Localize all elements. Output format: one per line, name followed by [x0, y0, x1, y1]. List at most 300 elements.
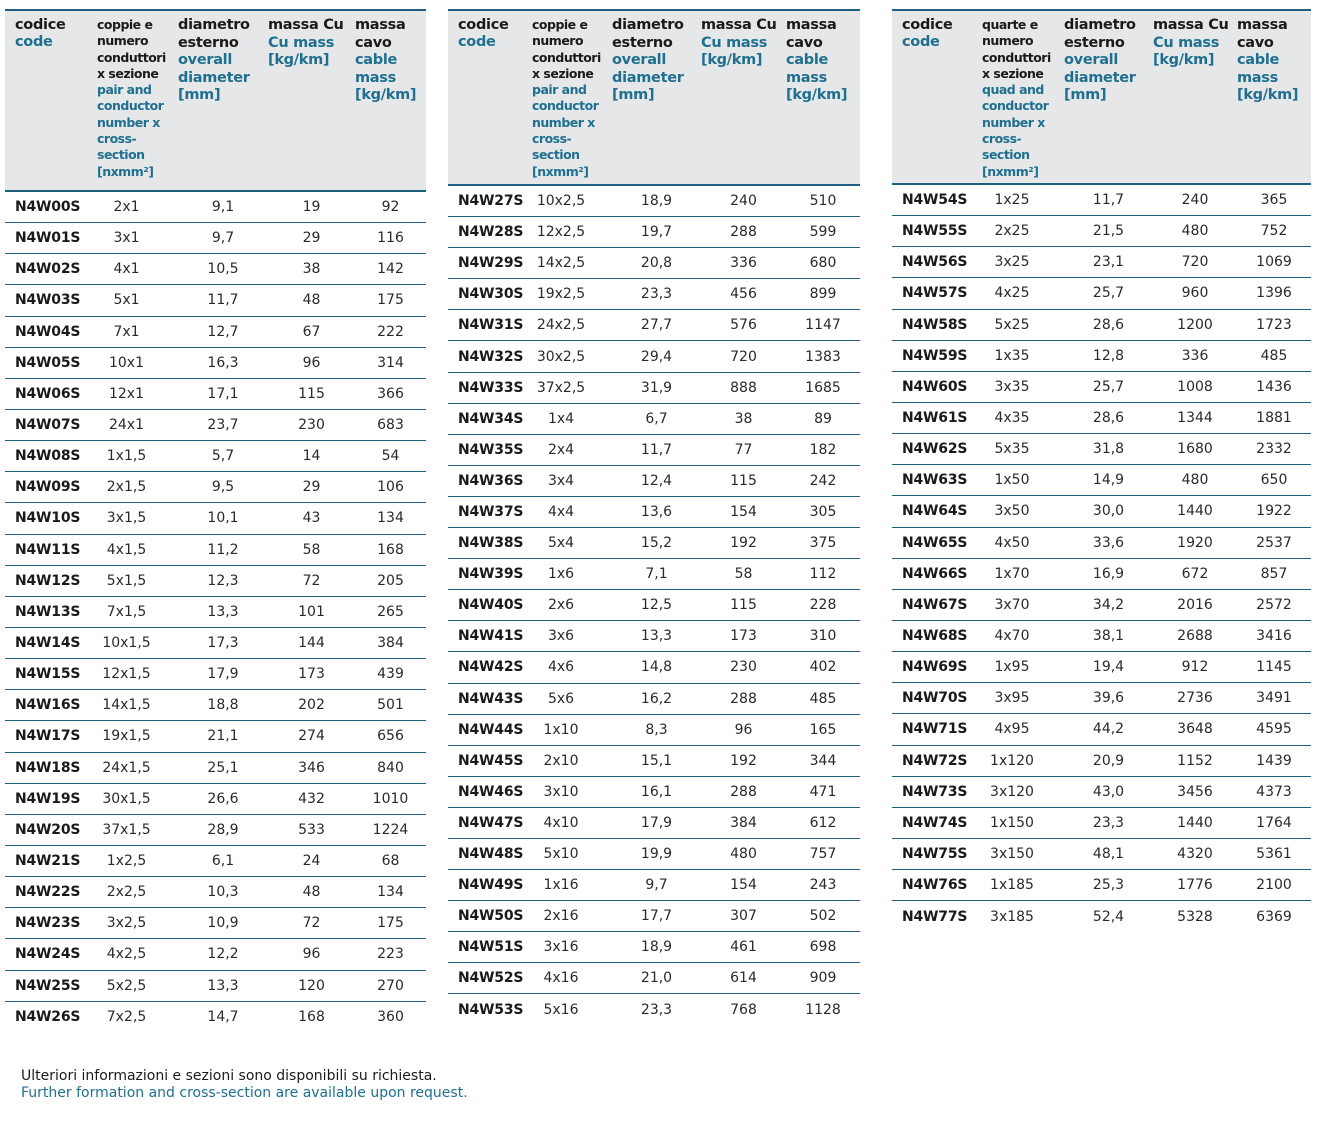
- cell-cable-mass: 270: [377, 977, 404, 994]
- cell-code: N4W76S: [902, 877, 968, 894]
- table-row: [448, 559, 860, 590]
- table-row: [892, 247, 1311, 278]
- header-diameter-en: overall diameter: [178, 52, 250, 86]
- cell-diameter: 13,3: [207, 603, 239, 620]
- cell-section: 1x4: [547, 410, 575, 427]
- table-body: [892, 185, 1311, 932]
- cell-section: 1x6: [547, 566, 575, 583]
- table-row: [448, 217, 860, 248]
- cell-cable-mass: 1383: [805, 348, 841, 365]
- cell-code: N4W24S: [15, 946, 81, 963]
- cell-diameter: 12,8: [1092, 347, 1125, 364]
- cell-diameter: 21,0: [640, 970, 673, 987]
- cell-code: N4W02S: [15, 261, 81, 278]
- cell-cable-mass: 112: [809, 566, 837, 583]
- header-cu-mass: [268, 17, 355, 190]
- cell-cable-mass: 2100: [1256, 877, 1292, 894]
- cell-diameter: 16,2: [640, 690, 673, 707]
- cell-cable-mass: 384: [377, 635, 404, 652]
- cell-section: 10x1: [108, 354, 144, 371]
- cell-section: 14x2,5: [536, 255, 586, 272]
- cell-section: 3x35: [994, 378, 1030, 395]
- cell-cu-mass: 192: [730, 752, 757, 769]
- table-row: [5, 721, 426, 752]
- cell-section: 1x10: [543, 721, 579, 738]
- cell-cu-mass: 1440: [1177, 503, 1213, 520]
- cell-cu-mass: 230: [298, 417, 325, 434]
- cell-section: 1x16: [543, 877, 579, 894]
- table-row: [5, 846, 426, 877]
- header-section-en: pair and conductor number x cross-section: [532, 82, 599, 163]
- table-row: [892, 901, 1311, 932]
- cell-diameter: 7,1: [645, 566, 668, 583]
- cell-section: 12x2,5: [536, 224, 586, 241]
- cell-code: N4W36S: [458, 472, 524, 489]
- table-row: [448, 590, 860, 621]
- cell-section: 1x95: [994, 659, 1030, 676]
- cell-cu-mass: 38: [302, 261, 321, 278]
- cell-section: 2x25: [994, 223, 1030, 240]
- cell-section: 4x2,5: [106, 946, 147, 963]
- header-cable-mass: [786, 17, 860, 184]
- cell-cu-mass: 29: [302, 230, 321, 247]
- cell-cable-mass: 650: [1260, 472, 1288, 489]
- table-row: [892, 341, 1311, 372]
- cell-cable-mass: 752: [1260, 223, 1288, 240]
- cell-diameter: 31,9: [640, 379, 673, 396]
- table-header: [892, 11, 1311, 185]
- cell-code: N4W68S: [902, 628, 968, 645]
- table-row: [448, 279, 860, 310]
- table-row: [448, 715, 860, 746]
- cell-code: N4W01S: [15, 230, 81, 247]
- cell-diameter: 21,1: [207, 728, 239, 745]
- cell-cu-mass: 38: [734, 410, 753, 427]
- table-row: [5, 441, 426, 472]
- header-code-en: code: [902, 34, 940, 50]
- cell-code: N4W57S: [902, 285, 968, 302]
- cell-cu-mass: 480: [730, 846, 757, 863]
- cell-diameter: 27,7: [640, 317, 673, 334]
- cell-cable-mass: 314: [377, 354, 404, 371]
- table-row: [892, 683, 1311, 714]
- cell-section: 5x2,5: [106, 977, 147, 994]
- header-diameter-unit: [mm]: [1064, 87, 1107, 103]
- cell-diameter: 44,2: [1092, 721, 1125, 738]
- cell-section: 1x2,5: [106, 853, 147, 870]
- cell-cable-mass: 4373: [1256, 783, 1292, 800]
- cell-cable-mass: 175: [377, 915, 404, 932]
- cell-code: N4W29S: [458, 255, 524, 272]
- cell-code: N4W58S: [902, 316, 968, 333]
- cell-section: 1x120: [990, 752, 1034, 769]
- cell-section: 3x25: [994, 254, 1030, 271]
- cell-diameter: 23,1: [1092, 254, 1125, 271]
- cell-code: N4W65S: [902, 534, 968, 551]
- cell-cable-mass: 142: [377, 261, 404, 278]
- cell-code: N4W62S: [902, 441, 968, 458]
- table-row: [448, 746, 860, 777]
- cell-section: 1x150: [990, 814, 1034, 831]
- cell-cable-mass: 3416: [1256, 628, 1292, 645]
- table-row: [448, 466, 860, 497]
- cell-cu-mass: 960: [1181, 285, 1209, 302]
- cell-section: 1x25: [994, 192, 1030, 209]
- table-row: [448, 839, 860, 870]
- cell-cu-mass: 384: [730, 814, 757, 831]
- cell-cable-mass: 698: [809, 939, 837, 956]
- cell-diameter: 19,4: [1092, 659, 1125, 676]
- cell-cable-mass: 3491: [1256, 690, 1292, 707]
- header-code-it: codice: [15, 17, 66, 33]
- cell-section: 30x1,5: [102, 790, 151, 807]
- cell-diameter: 14,7: [207, 1009, 239, 1026]
- table-row: [5, 472, 426, 503]
- cell-cu-mass: 336: [1181, 347, 1209, 364]
- cable-table-2: [448, 9, 860, 1026]
- cell-cu-mass: 72: [302, 915, 321, 932]
- cell-cu-mass: 912: [1181, 659, 1209, 676]
- cell-section: 5x35: [994, 441, 1030, 458]
- cell-code: N4W28S: [458, 224, 524, 241]
- table-row: [892, 372, 1311, 403]
- header-cu-mass-it: massa Cu: [268, 17, 344, 33]
- cell-section: 4x70: [994, 628, 1030, 645]
- cell-cable-mass: 485: [1260, 347, 1288, 364]
- table-row: [448, 932, 860, 963]
- header-diameter-en: overall diameter: [612, 52, 684, 86]
- header-cu-mass-it: massa Cu: [701, 17, 777, 33]
- cell-cu-mass: 192: [730, 535, 757, 552]
- cell-cable-mass: 680: [809, 255, 837, 272]
- header-code: [448, 17, 528, 184]
- cell-diameter: 34,2: [1092, 596, 1125, 613]
- cell-cu-mass: 614: [730, 970, 757, 987]
- cell-section: 1x35: [994, 347, 1030, 364]
- table-row: [5, 690, 426, 721]
- cell-code: N4W48S: [458, 846, 524, 863]
- cell-cable-mass: 2537: [1256, 534, 1292, 551]
- header-section-unit: [nxmm²]: [982, 163, 1039, 179]
- cell-cu-mass: 274: [298, 728, 325, 745]
- header-cable-mass-it: massa cavo: [355, 17, 406, 51]
- cell-diameter: 13,3: [207, 977, 239, 994]
- cell-cu-mass: 2688: [1177, 628, 1213, 645]
- cell-code: N4W03S: [15, 292, 81, 309]
- cell-code: N4W73S: [902, 783, 968, 800]
- header-diameter: [612, 17, 701, 184]
- cell-diameter: 14,9: [1092, 472, 1125, 489]
- header-cu-mass-unit: [kg/km]: [268, 52, 330, 68]
- cell-diameter: 10,5: [207, 261, 239, 278]
- cell-diameter: 12,7: [207, 323, 239, 340]
- cell-cable-mass: 909: [809, 970, 837, 987]
- cell-cable-mass: 305: [809, 503, 837, 520]
- cell-code: N4W63S: [902, 472, 968, 489]
- table-row: [892, 434, 1311, 465]
- cell-diameter: 39,6: [1092, 690, 1125, 707]
- cell-diameter: 23,7: [207, 417, 239, 434]
- table-row: [448, 963, 860, 994]
- cell-section: 3x120: [990, 783, 1034, 800]
- table-row: [448, 248, 860, 279]
- cell-section: 5x16: [543, 1001, 579, 1018]
- cell-cu-mass: 288: [730, 690, 757, 707]
- table-row: [892, 310, 1311, 341]
- cell-diameter: 6,7: [645, 410, 668, 427]
- cell-code: N4W54S: [902, 192, 968, 209]
- cell-cable-mass: 1436: [1256, 378, 1292, 395]
- cell-section: 3x150: [990, 846, 1034, 863]
- cell-code: N4W52S: [458, 970, 524, 987]
- cell-cable-mass: 857: [1260, 565, 1288, 582]
- table-row: [448, 341, 860, 372]
- table-row: [5, 348, 426, 379]
- cell-code: N4W09S: [15, 479, 81, 496]
- cell-section: 5x6: [547, 690, 575, 707]
- cell-diameter: 25,1: [207, 759, 239, 776]
- cell-section: 3x95: [994, 690, 1030, 707]
- table-row: [5, 285, 426, 316]
- table-row: [892, 528, 1311, 559]
- cell-section: 5x1: [113, 292, 140, 309]
- cell-section: 1x1,5: [106, 448, 147, 465]
- cell-diameter: 5,7: [211, 448, 235, 465]
- table-row: [5, 223, 426, 254]
- cell-code: N4W15S: [15, 666, 81, 683]
- table-row: [892, 559, 1311, 590]
- cell-cable-mass: 243: [809, 877, 837, 894]
- cell-code: N4W12S: [15, 572, 81, 589]
- header-code: [5, 17, 93, 190]
- table-row: [5, 317, 426, 348]
- table-row: [5, 628, 426, 659]
- cell-cable-mass: 205: [377, 572, 404, 589]
- cell-cu-mass: 2016: [1177, 596, 1213, 613]
- cell-section: 2x1: [113, 199, 140, 216]
- header-diameter-it: diametro esterno: [612, 17, 684, 51]
- cell-diameter: 11,7: [1092, 192, 1125, 209]
- cell-section: 2x10: [543, 752, 579, 769]
- cell-cu-mass: 1680: [1177, 441, 1213, 458]
- cell-cu-mass: 4320: [1177, 846, 1213, 863]
- table-row: [5, 503, 426, 534]
- cell-diameter: 25,3: [1092, 877, 1125, 894]
- cell-diameter: 48,1: [1092, 846, 1125, 863]
- cell-cable-mass: 2332: [1256, 441, 1292, 458]
- header-cable-mass-unit: [kg/km]: [786, 87, 848, 103]
- header-cable-mass: [355, 17, 426, 190]
- cell-diameter: 10,1: [207, 510, 239, 527]
- cell-section: 3x50: [994, 503, 1030, 520]
- cell-cable-mass: 265: [377, 603, 404, 620]
- cell-diameter: 18,9: [640, 939, 673, 956]
- cell-cu-mass: 24: [302, 853, 321, 870]
- cell-section: 12x1,5: [102, 666, 151, 683]
- cell-code: N4W38S: [458, 535, 524, 552]
- cell-code: N4W74S: [902, 814, 968, 831]
- cell-cable-mass: 310: [809, 628, 837, 645]
- cell-code: N4W20S: [15, 821, 81, 838]
- header-cu-mass-it: massa Cu: [1153, 17, 1229, 33]
- cell-cu-mass: 768: [730, 1001, 757, 1018]
- cell-cable-mass: 344: [809, 752, 837, 769]
- header-diameter-unit: [mm]: [612, 87, 655, 103]
- cell-code: N4W69S: [902, 659, 968, 676]
- cell-code: N4W13S: [15, 603, 81, 620]
- header-cable-mass-it: massa cavo: [786, 17, 837, 51]
- cell-code: N4W61S: [902, 410, 968, 427]
- table-row: [892, 621, 1311, 652]
- cell-cu-mass: 3456: [1177, 783, 1213, 800]
- cell-diameter: 33,6: [1092, 534, 1125, 551]
- cell-code: N4W72S: [902, 752, 968, 769]
- cell-cu-mass: 336: [730, 255, 757, 272]
- table-row: [448, 994, 860, 1025]
- cell-code: N4W71S: [902, 721, 968, 738]
- cell-cable-mass: 54: [381, 448, 400, 465]
- cell-diameter: 10,3: [207, 884, 239, 901]
- cell-code: N4W75S: [902, 846, 968, 863]
- cell-code: N4W26S: [15, 1009, 81, 1026]
- cell-diameter: 43,0: [1092, 783, 1125, 800]
- cell-section: 3x1: [113, 230, 140, 247]
- footer-note-italian: Ulteriori informazioni e sezioni sono disponibili su richiesta.: [21, 1068, 437, 1084]
- cell-code: N4W06S: [15, 385, 81, 402]
- cell-cu-mass: 96: [734, 721, 753, 738]
- cell-section: 3x6: [547, 628, 575, 645]
- cell-cu-mass: 67: [302, 323, 321, 340]
- table-row: [5, 566, 426, 597]
- cell-diameter: 11,7: [640, 441, 673, 458]
- cell-section: 4x25: [994, 285, 1030, 302]
- header-diameter-it: diametro esterno: [1064, 17, 1136, 51]
- table-row: [892, 714, 1311, 745]
- table-row: [448, 310, 860, 341]
- cell-code: N4W11S: [15, 541, 81, 558]
- header-cable-mass-unit: [kg/km]: [355, 87, 417, 103]
- cell-cu-mass: 173: [730, 628, 757, 645]
- table-row: [448, 808, 860, 839]
- cell-cable-mass: 175: [377, 292, 404, 309]
- cell-cu-mass: 576: [730, 317, 757, 334]
- table-row: [448, 186, 860, 217]
- cell-code: N4W44S: [458, 721, 524, 738]
- cell-cu-mass: 1920: [1177, 534, 1213, 551]
- cell-cable-mass: 92: [381, 199, 400, 216]
- cell-cu-mass: 29: [302, 479, 321, 496]
- cell-section: 37x2,5: [536, 379, 586, 396]
- table-row: [448, 497, 860, 528]
- cell-cu-mass: 240: [730, 193, 757, 210]
- header-section-en: quad and conductor number x cross-section: [982, 82, 1049, 163]
- cell-section: 3x70: [994, 596, 1030, 613]
- table-header: [5, 11, 426, 192]
- header-cable-mass-it: massa cavo: [1237, 17, 1288, 51]
- cell-cable-mass: 840: [377, 759, 404, 776]
- cell-cable-mass: 366: [377, 385, 404, 402]
- cell-diameter: 30,0: [1092, 503, 1125, 520]
- cell-code: N4W55S: [902, 223, 968, 240]
- cell-cable-mass: 2572: [1256, 596, 1292, 613]
- cell-cu-mass: 307: [730, 908, 757, 925]
- cell-section: 4x6: [547, 659, 575, 676]
- cell-code: N4W35S: [458, 441, 524, 458]
- header-diameter-it: diametro esterno: [178, 17, 250, 51]
- footer-note: [21, 1068, 468, 1102]
- cell-code: N4W60S: [902, 378, 968, 395]
- cell-cu-mass: 115: [730, 472, 757, 489]
- cell-diameter: 6,1: [211, 853, 235, 870]
- table-row: [448, 404, 860, 435]
- cell-cable-mass: 1145: [1256, 659, 1292, 676]
- cell-cable-mass: 1685: [805, 379, 841, 396]
- cell-cable-mass: 106: [377, 479, 404, 496]
- table-row: [448, 901, 860, 932]
- cell-cable-mass: 223: [377, 946, 404, 963]
- cell-cu-mass: 120: [298, 977, 325, 994]
- table-row: [5, 379, 426, 410]
- cell-diameter: 16,9: [1092, 565, 1125, 582]
- cell-diameter: 25,7: [1092, 378, 1125, 395]
- table-row: [892, 403, 1311, 434]
- cable-table-3: [892, 9, 1311, 932]
- table-row: [5, 753, 426, 784]
- cell-cu-mass: 461: [730, 939, 757, 956]
- cell-diameter: 9,7: [211, 230, 235, 247]
- cell-section: 12x1: [108, 385, 144, 402]
- cell-code: N4W45S: [458, 752, 524, 769]
- table-body: [448, 186, 860, 1026]
- cell-diameter: 52,4: [1092, 908, 1125, 925]
- cell-cable-mass: 1069: [1256, 254, 1292, 271]
- cell-diameter: 12,3: [207, 572, 239, 589]
- cell-diameter: 17,9: [207, 666, 239, 683]
- cell-diameter: 16,3: [207, 354, 239, 371]
- cell-section: 3x1,5: [106, 510, 147, 527]
- table-header: [448, 11, 860, 186]
- cell-cu-mass: 101: [298, 603, 325, 620]
- cell-cu-mass: 48: [302, 292, 321, 309]
- cell-diameter: 12,4: [640, 472, 673, 489]
- cell-cu-mass: 154: [730, 877, 757, 894]
- cell-diameter: 18,9: [640, 193, 673, 210]
- header-cu-mass-unit: [kg/km]: [701, 52, 763, 68]
- cell-cu-mass: 5328: [1177, 908, 1213, 925]
- cell-section: 19x2,5: [536, 286, 586, 303]
- header-cable-mass-en: cable mass: [1237, 52, 1280, 86]
- cell-cu-mass: 96: [302, 354, 321, 371]
- cell-cu-mass: 230: [730, 659, 757, 676]
- table-row: [892, 496, 1311, 527]
- cell-section: 2x6: [547, 597, 575, 614]
- header-code: [892, 17, 978, 183]
- cell-diameter: 26,6: [207, 790, 239, 807]
- header-cu-mass-en: Cu mass: [1153, 34, 1220, 51]
- cell-cu-mass: 888: [730, 379, 757, 396]
- table-row: [448, 435, 860, 466]
- cell-diameter: 21,5: [1092, 223, 1125, 240]
- cell-cable-mass: 683: [377, 417, 404, 434]
- cell-diameter: 10,9: [207, 915, 239, 932]
- cell-code: N4W40S: [458, 597, 524, 614]
- cell-cu-mass: 19: [302, 199, 321, 216]
- table-row: [5, 784, 426, 815]
- cell-cu-mass: 1008: [1177, 378, 1213, 395]
- header-cu-mass-en: Cu mass: [701, 34, 768, 51]
- cell-code: N4W30S: [458, 286, 524, 303]
- cell-diameter: 13,6: [640, 503, 673, 520]
